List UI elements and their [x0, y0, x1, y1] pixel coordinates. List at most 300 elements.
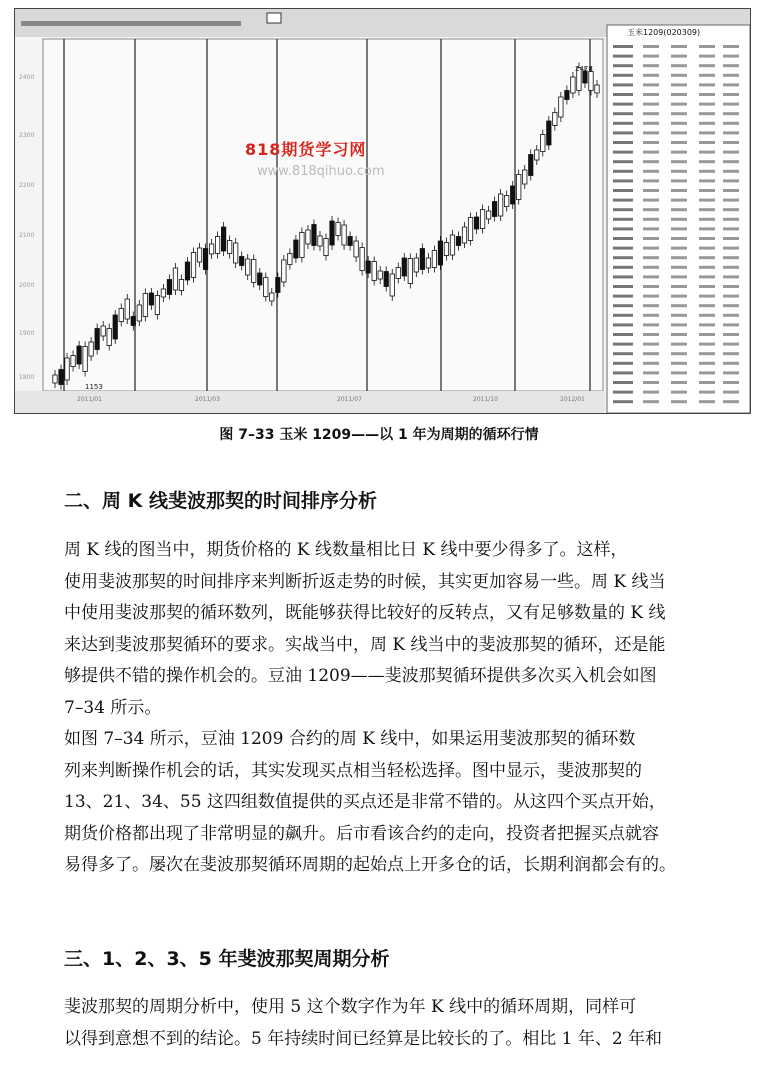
quote-cell-marker — [699, 189, 715, 192]
quote-cell-marker — [671, 208, 687, 211]
candle-body — [402, 258, 406, 276]
quote-cell-marker — [643, 285, 659, 288]
quote-cell-marker — [643, 391, 659, 394]
candle-body — [258, 273, 262, 285]
quote-cell-marker — [643, 275, 659, 278]
quote-cell-marker — [671, 103, 687, 106]
quote-cell-marker — [699, 199, 715, 202]
candle-body — [444, 243, 448, 256]
figure-caption: 图 7–33 玉米 1209——以 1 年为周期的循环行情 — [219, 427, 539, 443]
candle-body — [179, 280, 183, 291]
candle-body — [420, 249, 424, 270]
quote-cell-marker — [671, 131, 687, 134]
candle-body — [342, 225, 346, 245]
candle-body — [113, 315, 117, 339]
candle-body — [450, 235, 454, 255]
candle-body — [221, 227, 225, 251]
quote-cell-marker — [671, 391, 687, 394]
svg-text:2011/07: 2011/07 — [337, 396, 362, 403]
quote-row-marker — [613, 160, 633, 163]
candle-body — [468, 218, 472, 241]
quote-cell-marker — [723, 247, 739, 250]
quote-cell-marker — [723, 381, 739, 384]
svg-text:2011/10: 2011/10 — [473, 396, 498, 403]
candle-body — [504, 196, 508, 207]
candle-body — [77, 346, 81, 364]
quote-cell-marker — [643, 103, 659, 106]
candle-body — [239, 257, 243, 266]
quote-cell-marker — [699, 74, 715, 77]
quote-cell-marker — [671, 227, 687, 230]
quote-cell-marker — [671, 122, 687, 125]
quote-cell-marker — [699, 362, 715, 365]
quote-cell-marker — [699, 400, 715, 403]
quote-cell-marker — [643, 323, 659, 326]
quote-cell-marker — [699, 371, 715, 374]
candle-body — [131, 317, 135, 326]
quote-cell-marker — [671, 160, 687, 163]
candle-body — [65, 358, 69, 380]
quote-cell-marker — [723, 352, 739, 355]
quote-cell-marker — [723, 199, 739, 202]
candle-body — [137, 305, 141, 321]
quote-row-marker — [613, 391, 633, 394]
candle-body — [438, 241, 442, 265]
candle-body — [360, 248, 364, 271]
quote-cell-marker — [643, 333, 659, 336]
quote-cell-marker — [671, 285, 687, 288]
candle-body — [173, 268, 177, 290]
candle-body — [426, 258, 430, 268]
quote-cell-marker — [643, 74, 659, 77]
candle-body — [83, 347, 87, 372]
quote-cell-marker — [643, 83, 659, 86]
quote-cell-marker — [723, 131, 739, 134]
quote-cell-marker — [723, 314, 739, 317]
quote-cell-marker — [671, 323, 687, 326]
quote-cell-marker — [699, 285, 715, 288]
candle-body — [203, 249, 207, 270]
quote-row-marker — [613, 179, 633, 182]
quote-cell-marker — [671, 151, 687, 154]
candle-body — [414, 258, 418, 272]
svg-text:1900: 1900 — [19, 330, 35, 337]
quote-row-marker — [613, 45, 633, 48]
quote-cell-marker — [723, 45, 739, 48]
quote-row-marker — [613, 55, 633, 58]
chart-svg — [15, 9, 750, 413]
quote-cell-marker — [699, 93, 715, 96]
quote-cell-marker — [643, 371, 659, 374]
candle-body — [390, 274, 394, 296]
candle-body — [480, 210, 484, 229]
candle-body — [547, 121, 551, 145]
quote-cell-marker — [723, 103, 739, 106]
quote-row-marker — [613, 122, 633, 125]
quote-cell-marker — [699, 179, 715, 182]
candle-body — [155, 296, 159, 315]
quote-cell-marker — [643, 266, 659, 269]
text-line: 如图 7–34 所示，豆油 1209 合约的周 K 线中，如果运用斐波那契的循环数 — [64, 729, 636, 749]
quote-row-marker — [613, 83, 633, 86]
quote-cell-marker — [699, 122, 715, 125]
candle-body — [125, 299, 129, 319]
candle-body — [336, 223, 340, 236]
quote-cell-marker — [723, 170, 739, 173]
candle-body — [143, 294, 147, 317]
quote-row-marker — [613, 304, 633, 307]
text-line: 周 K 线的图当中，期货价格的 K 线数量相比日 K 线中要少得多了。这样， — [64, 540, 628, 560]
candle-body — [149, 293, 153, 305]
quote-cell-marker — [723, 93, 739, 96]
candle-body — [270, 293, 274, 301]
candle-body — [276, 278, 280, 293]
quote-cell-marker — [699, 151, 715, 154]
quote-cell-marker — [671, 400, 687, 403]
candle-body — [330, 221, 334, 245]
quote-cell-marker — [671, 93, 687, 96]
candle-body — [324, 239, 328, 256]
candle-body — [432, 251, 436, 268]
quote-cell-marker — [723, 74, 739, 77]
candle-body — [559, 97, 563, 117]
candle-body — [408, 259, 412, 284]
quote-cell-marker — [723, 237, 739, 240]
text-line: 够提供不错的操作机会的。豆油 1209——斐波那契循环提供多次买入机会如图 — [64, 666, 657, 686]
quote-cell-marker — [723, 208, 739, 211]
quote-row-marker — [613, 371, 633, 374]
quote-cell-marker — [723, 55, 739, 58]
quote-row-marker — [613, 247, 633, 250]
quote-cell-marker — [671, 74, 687, 77]
candle-body — [294, 240, 298, 258]
quote-cell-marker — [699, 352, 715, 355]
quote-row-marker — [613, 227, 633, 230]
quote-cell-marker — [671, 45, 687, 48]
quote-cell-marker — [643, 151, 659, 154]
quote-cell-marker — [671, 141, 687, 144]
quote-cell-marker — [671, 266, 687, 269]
candle-body — [571, 77, 575, 93]
candle-body — [209, 244, 213, 254]
candle-body — [89, 342, 93, 356]
quote-cell-marker — [671, 189, 687, 192]
quote-cell-marker — [723, 151, 739, 154]
quote-cell-marker — [723, 285, 739, 288]
candle-body — [498, 194, 502, 216]
candle-body — [306, 230, 310, 244]
quote-cell-marker — [643, 170, 659, 173]
quote-cell-marker — [723, 112, 739, 115]
watermark-main: 818期货学习网 — [245, 140, 367, 159]
quote-cell-marker — [643, 160, 659, 163]
quote-row-marker — [613, 362, 633, 365]
quote-cell-marker — [643, 93, 659, 96]
quote-panel-title: 玉米1209(020309) — [627, 28, 701, 37]
quote-cell-marker — [699, 103, 715, 106]
quote-cell-marker — [699, 141, 715, 144]
quote-row-marker — [613, 381, 633, 384]
text-line: 期货价格都出现了非常明显的飙升。后市看该合约的走向，投资者把握买点就容 — [64, 823, 659, 844]
quote-cell-marker — [643, 352, 659, 355]
quote-cell-marker — [723, 160, 739, 163]
candle-body — [282, 260, 286, 282]
quote-cell-marker — [699, 208, 715, 211]
chart-header-text — [21, 21, 241, 26]
quote-cell-marker — [643, 64, 659, 67]
quote-cell-marker — [671, 199, 687, 202]
svg-text:2400: 2400 — [19, 74, 35, 81]
svg-text:1800: 1800 — [19, 374, 35, 381]
text-line: 以得到意想不到的结论。5 年持续时间已经算是比较长的了。相比 1 年、2 年和 — [64, 1028, 663, 1049]
quote-cell-marker — [643, 55, 659, 58]
quote-cell-marker — [643, 256, 659, 259]
quote-row-marker — [613, 352, 633, 355]
quote-cell-marker — [699, 64, 715, 67]
quote-cell-marker — [699, 83, 715, 86]
candle-body — [252, 260, 256, 283]
quote-cell-marker — [699, 256, 715, 259]
quote-cell-marker — [723, 400, 739, 403]
svg-text:2300: 2300 — [19, 132, 35, 139]
period-button[interactable] — [267, 13, 281, 23]
low-price-label: 1153 — [85, 383, 103, 391]
candle-body — [215, 237, 219, 254]
quote-cell-marker — [723, 323, 739, 326]
quote-cell-marker — [699, 391, 715, 394]
quote-cell-marker — [671, 179, 687, 182]
candle-body — [59, 370, 63, 385]
candle-body — [348, 237, 352, 246]
candle-body — [185, 262, 189, 280]
quote-cell-marker — [699, 218, 715, 221]
quote-row-marker — [613, 141, 633, 144]
svg-text:2011/03: 2011/03 — [195, 396, 220, 403]
quote-cell-marker — [671, 304, 687, 307]
watermark-sub: www.818qihuo.com — [257, 164, 385, 179]
quote-cell-marker — [643, 295, 659, 298]
paragraph-weekly-1 — [64, 535, 748, 724]
quote-cell-marker — [643, 343, 659, 346]
quote-cell-marker — [699, 275, 715, 278]
quote-cell-marker — [671, 371, 687, 374]
quote-row-marker — [613, 64, 633, 67]
quote-cell-marker — [643, 189, 659, 192]
quote-row-marker — [613, 295, 633, 298]
candle-body — [312, 225, 316, 246]
candle-body — [101, 326, 105, 336]
quote-cell-marker — [699, 112, 715, 115]
section-heading-weekly: 二、周 K 线斐波那契的时间排序分析 — [64, 490, 377, 512]
quote-cell-marker — [723, 295, 739, 298]
quote-cell-marker — [699, 295, 715, 298]
quote-cell-marker — [723, 266, 739, 269]
candle-body — [595, 85, 599, 93]
svg-text:2011/01: 2011/01 — [77, 396, 102, 403]
quote-cell-marker — [671, 343, 687, 346]
quote-cell-marker — [723, 179, 739, 182]
plot-area — [43, 39, 603, 391]
candle-body — [384, 272, 388, 287]
quote-cell-marker — [671, 55, 687, 58]
quote-cell-marker — [643, 122, 659, 125]
quote-cell-marker — [699, 160, 715, 163]
quote-cell-marker — [671, 352, 687, 355]
candle-body — [474, 217, 478, 229]
quote-row-marker — [613, 400, 633, 403]
quote-row-marker — [613, 237, 633, 240]
quote-cell-marker — [699, 343, 715, 346]
quote-cell-marker — [699, 227, 715, 230]
candle-body — [366, 261, 370, 273]
section-heading-yearly: 三、1、2、3、5 年斐波那契周期分析 — [64, 948, 390, 970]
candle-body — [318, 236, 322, 246]
quote-cell-marker — [723, 141, 739, 144]
svg-text:2012/01: 2012/01 — [560, 396, 585, 403]
quote-row-marker — [613, 314, 633, 317]
quote-cell-marker — [723, 362, 739, 365]
candle-body — [107, 329, 111, 346]
quote-cell-marker — [671, 83, 687, 86]
quote-cell-marker — [723, 275, 739, 278]
quote-row-marker — [613, 285, 633, 288]
text-line: 易得多了。屡次在斐波那契循环周期的起始点上开多仓的话，长期利润都会有的。 — [64, 855, 676, 875]
candle-body — [553, 113, 557, 126]
quote-cell-marker — [643, 199, 659, 202]
quote-cell-marker — [643, 381, 659, 384]
text-line: 列来判断操作机会的话，其实发现买点相当轻松选择。图中显示，斐波那契的 — [64, 760, 642, 781]
quote-cell-marker — [643, 237, 659, 240]
quote-cell-marker — [671, 64, 687, 67]
candle-body — [517, 175, 521, 200]
candle-body — [246, 259, 250, 275]
candle-body — [354, 241, 358, 257]
quote-cell-marker — [723, 333, 739, 336]
quote-cell-marker — [643, 314, 659, 317]
quote-row-marker — [613, 343, 633, 346]
quote-cell-marker — [671, 237, 687, 240]
quote-cell-marker — [723, 391, 739, 394]
candle-body — [288, 254, 292, 265]
quote-cell-marker — [643, 208, 659, 211]
quote-row-marker — [613, 93, 633, 96]
quote-cell-marker — [643, 179, 659, 182]
candle-body — [264, 278, 268, 297]
quote-cell-marker — [699, 131, 715, 134]
candle-body — [71, 356, 75, 367]
quote-cell-marker — [699, 170, 715, 173]
high-price-label: 2478 — [575, 65, 593, 73]
quote-row-marker — [613, 151, 633, 154]
svg-text:2200: 2200 — [19, 182, 35, 189]
quote-cell-marker — [671, 333, 687, 336]
text-line: 来达到斐波那契循环的要求。实战当中，周 K 线当中的斐波那契的循环，还是能 — [64, 634, 666, 655]
quote-row-marker — [613, 256, 633, 259]
candle-body — [492, 202, 496, 217]
quote-cell-marker — [643, 362, 659, 365]
quote-row-marker — [613, 112, 633, 115]
quote-cell-marker — [671, 295, 687, 298]
quote-row-marker — [613, 103, 633, 106]
quote-cell-marker — [723, 227, 739, 230]
quote-cell-marker — [671, 170, 687, 173]
quote-cell-marker — [699, 237, 715, 240]
quote-row-marker — [613, 333, 633, 336]
svg-text:2100: 2100 — [19, 232, 35, 239]
quote-row-marker — [613, 323, 633, 326]
text-line: 7–34 所示。 — [64, 697, 162, 718]
quote-row-marker — [613, 74, 633, 77]
text-line: 中使用斐波那契的循环数列，既能够获得比较好的反转点，又有足够数量的 K 线 — [64, 603, 666, 623]
candle-body — [523, 170, 527, 184]
candle-body — [462, 227, 466, 243]
candle-body — [300, 233, 304, 258]
quote-cell-marker — [723, 371, 739, 374]
candle-body — [372, 262, 376, 281]
svg-text:2000: 2000 — [19, 282, 35, 289]
candle-body — [161, 289, 165, 297]
candlestick-chart-figure — [14, 8, 751, 414]
quote-row-marker — [613, 208, 633, 211]
quote-cell-marker — [643, 227, 659, 230]
text-line: 使用斐波那契的时间排序来判断折返走势的时候，其实更加容易一些。周 K 线当 — [64, 571, 666, 592]
quote-cell-marker — [699, 314, 715, 317]
paragraph-yearly-1 — [64, 992, 748, 1055]
quote-cell-marker — [671, 256, 687, 259]
quote-cell-marker — [671, 362, 687, 365]
quote-cell-marker — [643, 304, 659, 307]
candle-body — [233, 243, 237, 263]
quote-cell-marker — [671, 247, 687, 250]
quote-cell-marker — [699, 45, 715, 48]
quote-cell-marker — [643, 141, 659, 144]
quote-cell-marker — [723, 189, 739, 192]
quote-row-marker — [613, 189, 633, 192]
quote-cell-marker — [723, 304, 739, 307]
candle-body — [167, 280, 171, 295]
text-line: 斐波那契的周期分析中，使用 5 这个数字作为年 K 线中的循环周期，同样可 — [64, 997, 637, 1017]
candle-body — [396, 268, 400, 279]
watermark-logo — [245, 137, 385, 179]
quote-row-marker — [613, 131, 633, 134]
candle-body — [119, 309, 123, 322]
candle-body — [565, 91, 569, 100]
quote-cell-marker — [671, 275, 687, 278]
quote-cell-marker — [699, 333, 715, 336]
quote-cell-marker — [723, 218, 739, 221]
quote-row-marker — [613, 218, 633, 221]
quote-row-marker — [613, 170, 633, 173]
candle-body — [456, 237, 460, 246]
quote-cell-marker — [699, 55, 715, 58]
candle-body — [529, 155, 533, 176]
candle-body — [378, 271, 382, 279]
candle-body — [197, 248, 201, 262]
candle-body — [486, 211, 490, 219]
quote-cell-marker — [699, 247, 715, 250]
quote-row-marker — [613, 199, 633, 202]
quote-cell-marker — [699, 266, 715, 269]
quote-cell-marker — [723, 83, 739, 86]
quote-cell-marker — [671, 218, 687, 221]
quote-cell-marker — [723, 343, 739, 346]
candle-body — [95, 329, 99, 350]
candle-body — [589, 72, 593, 91]
quote-cell-marker — [699, 323, 715, 326]
quote-cell-marker — [671, 381, 687, 384]
quote-cell-marker — [643, 112, 659, 115]
quote-cell-marker — [699, 304, 715, 307]
